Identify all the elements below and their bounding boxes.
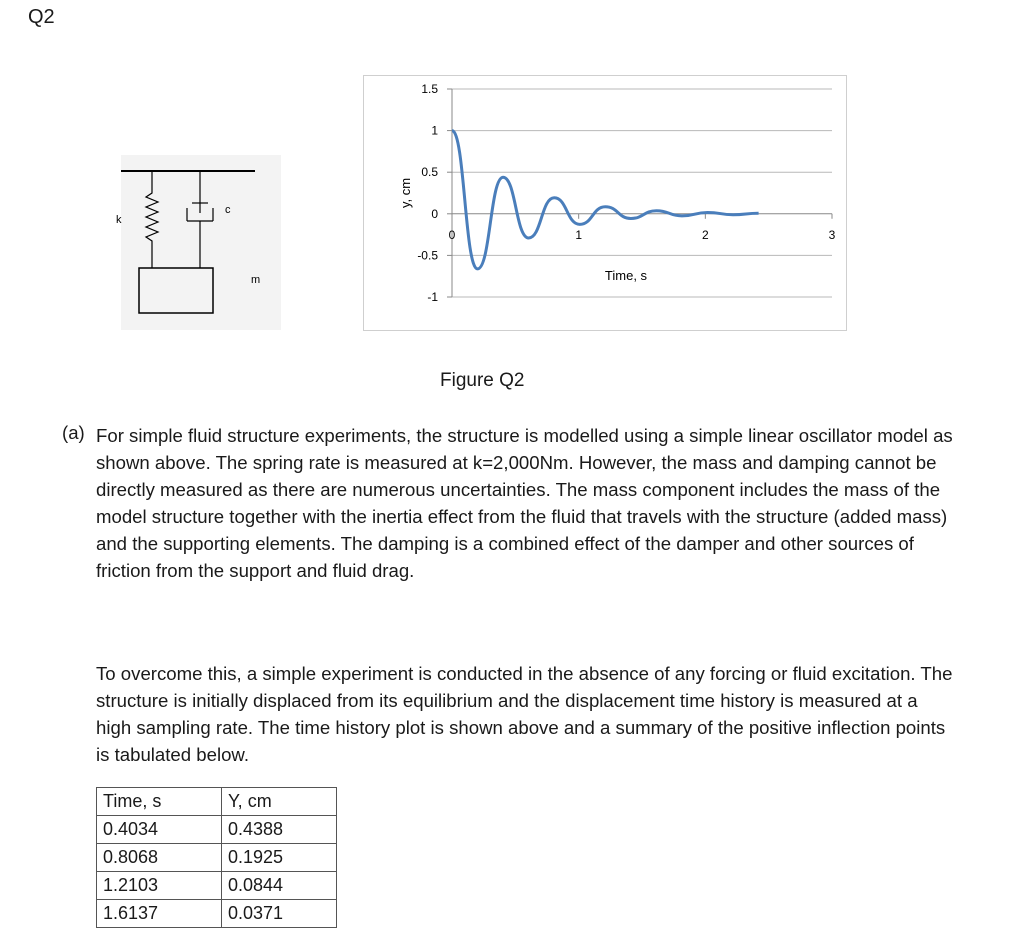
y-tick-label: 0: [431, 206, 438, 221]
part-a-paragraph-2: To overcome this, a simple experiment is conducted in the absence of any forcing or fluid excitation. The structure is initially displaced from its equilibrium and the displacement time history is measured at a high sampling rate. The time history plot is shown above and a summary of the positive inflection points is tabulated below.: [96, 663, 953, 765]
table-cell-time: 1.2103: [97, 872, 222, 900]
figure-caption: Figure Q2: [440, 370, 525, 391]
table-header-row: [97, 788, 337, 816]
table-row: [97, 844, 337, 872]
y-axis-label: y, cm: [398, 177, 413, 209]
inflection-points-table: [96, 787, 337, 928]
y-tick-label: 1.5: [421, 82, 438, 96]
table-cell-y: 0.0371: [222, 900, 337, 928]
table-row: [97, 900, 337, 928]
x-axis-label: Time, s: [604, 268, 648, 283]
displacement-chart-svg: [364, 76, 846, 330]
table-cell-time: 0.8068: [97, 844, 222, 872]
table-cell-y: 0.1925: [222, 844, 337, 872]
oscillator-diagram: [116, 155, 281, 330]
x-tick-label: 2: [701, 227, 709, 242]
mass-label: m: [251, 274, 261, 286]
part-a-label: (a): [62, 422, 85, 443]
y-tick-label: -1: [427, 290, 438, 304]
table-cell-y: 0.4388: [222, 816, 337, 844]
x-tick-label: 3: [828, 227, 836, 242]
table-row: [97, 872, 337, 900]
table-header-y: Y, cm: [222, 788, 337, 816]
damper-label: c: [225, 204, 231, 216]
table-cell-y: 0.0844: [222, 872, 337, 900]
table-row: [97, 816, 337, 844]
table-cell-time: 0.4034: [97, 816, 222, 844]
part-a-paragraph-1: For simple fluid structure experiments, the structure is modelled using a simple linear oscillator model as shown above. The spring rate is measured at k=2,000Nm. However, the mass and damping cannot be directly measured as there are numerous uncertainties. The mass component includes the mass of the model structure together with the inertia effect from the fluid that travels with the structure (added mass) and the supporting elements. The damping is a combined effect of the damper and other sources of friction from the support and fluid drag.: [96, 425, 953, 581]
spring-label: k: [116, 214, 122, 226]
oscillator-diagram-svg: [116, 155, 281, 330]
spring-icon: [146, 171, 158, 268]
x-tick-label: 1: [575, 227, 583, 242]
damper-icon: [187, 171, 213, 268]
table-header-time: Time, s: [97, 788, 222, 816]
y-tick-label: 1: [431, 123, 438, 138]
displacement-chart: [363, 75, 847, 331]
table-cell-time: 1.6137: [97, 900, 222, 928]
mass-block: [139, 268, 213, 313]
displacement-series-line: [452, 131, 759, 269]
y-tick-label: 0.5: [421, 165, 438, 180]
question-label: Q2: [28, 6, 55, 28]
x-tick-label: 0: [448, 227, 456, 242]
y-tick-label: -0.5: [417, 248, 438, 263]
